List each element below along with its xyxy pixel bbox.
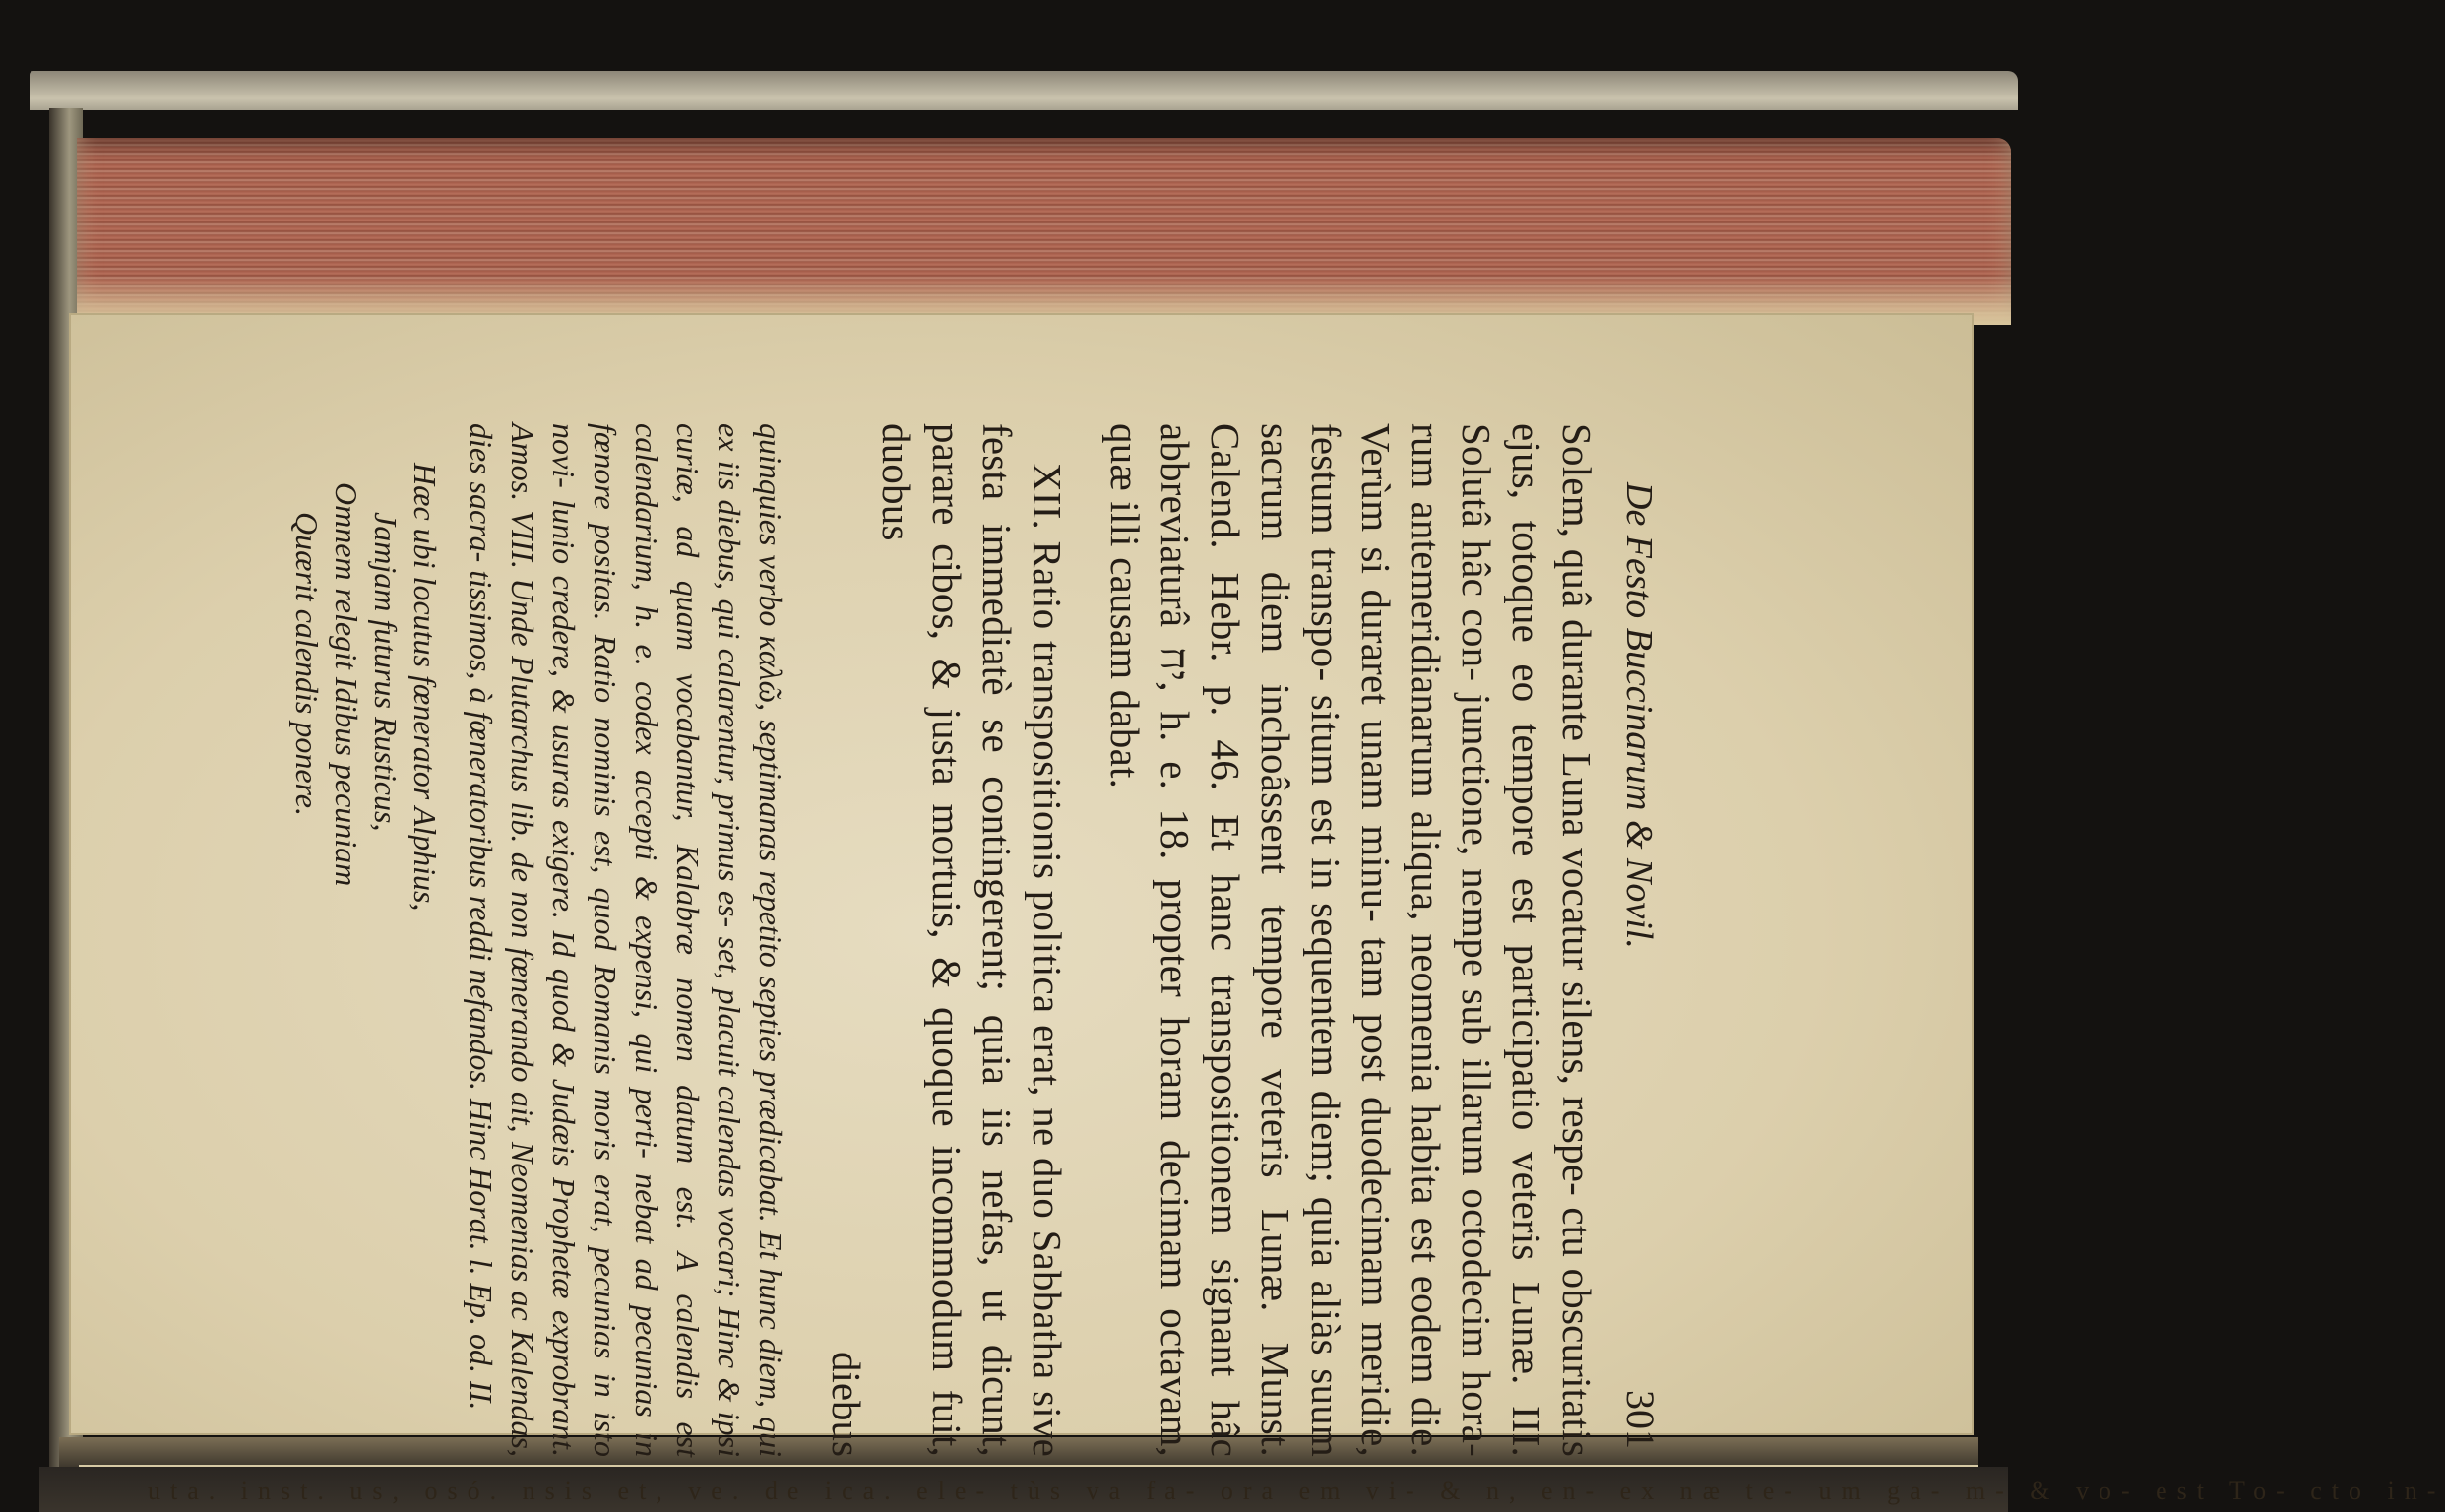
page-text-block [287,423,1663,1457]
verse-line: Quærit calendis ponere. [289,512,325,816]
verse-line: Omnem relegit Idibus pecuniam [329,482,364,887]
catchword: diebus [824,1351,869,1457]
running-head [1617,423,1663,1457]
verse-line: Jamjam futurus Rusticus, [368,512,404,832]
verse-quote [287,423,445,1457]
page-number: 301 [1618,1390,1662,1449]
book-cover-edge [30,71,2018,110]
paragraph-2: XII. Ratio transpositionis politica erat, ne duo Sabbatha sive festa immediatè se contingerent; quia iis nefas, ut dicunt, parare cibos, & justa mortuis, & quoque incommodum fuit, duobus [874,423,1070,1457]
facing-page-fragments: uta. inst. us, osó. nsis et, ve. de ica. ele- tùs va fa- ora em vi- & n, en- ex næ te- um ga- m- & vo- est To- cto in- [148,1477,2445,1505]
verse-line: Hæc ubi locutus fœnerator Alphius, [408,463,443,912]
paragraph-1: Solem, quâ durante Luna vocatur silens, respe- ctu obscuritatis ejus, totoque eo tempore est participatio veteris Lunæ. III. Solutâ hâc con- junctione, nempe sub illarum octodecim hora- rum antemeridianarum aliqua, neomenia habita est eodem die. Verùm si duraret unam minu- tam post duodecimam meridie, festum transpo- situm est in sequentem diem; quia aliàs suum sacrum diem inchoâssent tempore veteris Lunæ. Munst. Calend. Hebr. p. 46. Et hanc transpositionem signant hâc abbreviaturâ יח, h. e. 18. propter horam decimam octavam, quæ illi causam dabat. [1102,423,1599,1457]
running-head-title: De Festo Buccinarum & Novil. [1618,482,1660,949]
footnote: quinquies verbo καλῶ, septimanas repetito septies prædicabat. Et hunc diem, qui ex iis diebus, qui calarentur, primus es- set, placuit calendas vocari; Hinc & ipsi curiæ, ad quam vocabantur, Kalabræ nomen datum est. A calendis est calendarium, h. e. codex accepti & expensi, qui perti- nebat ad pecunias in fœnore positas. Ratio nominis est, quod Romanis moris erat, pecunias in isto novi- lunio credere, & usuras exigere. Id quod & Judæis Prophetæ exprobrant. Amos. VIII. Unde Plutarchus lib. de non fœnerando ait, Neomenias ac Kalendas, dies sacra- tissimos, à fœneratoribus reddi nefandos. Hinc Horat. l. Ep. od. II. [464,423,788,1457]
